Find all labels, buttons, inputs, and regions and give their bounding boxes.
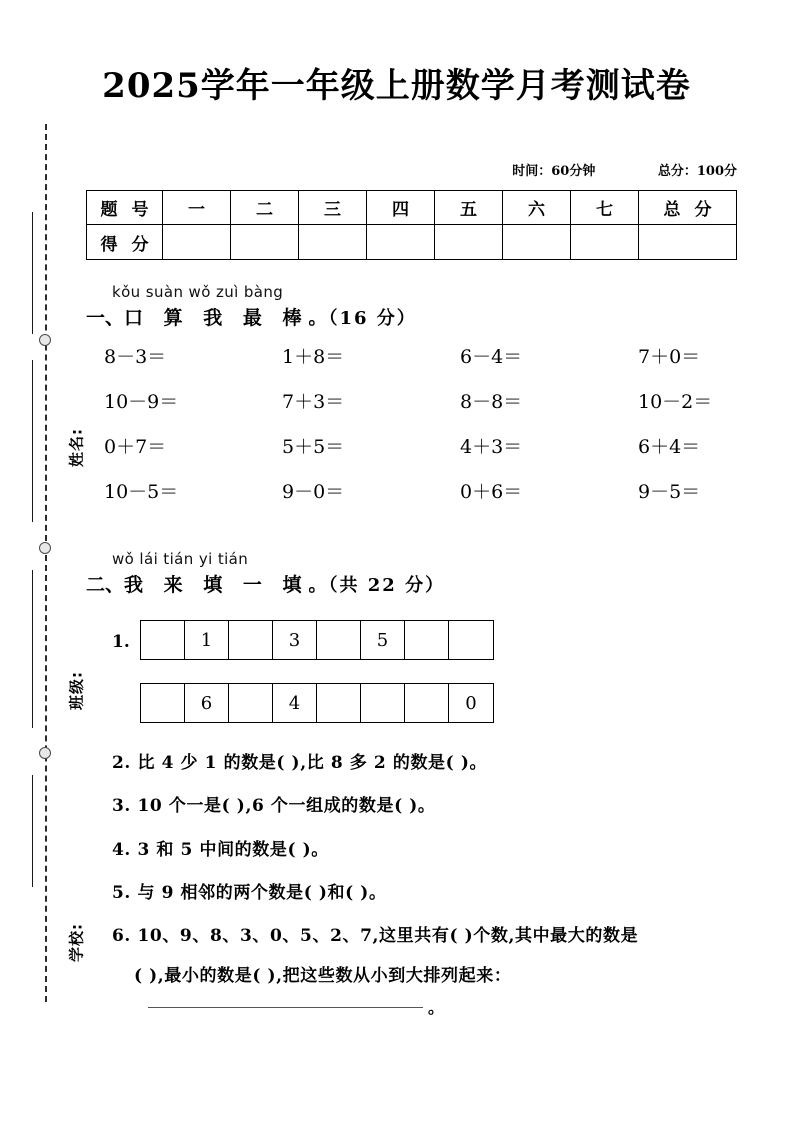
strip-top-cell-8[interactable]: [449, 621, 493, 659]
question-6-answer-line[interactable]: [148, 1007, 423, 1008]
margin-label-class: 班级:: [67, 671, 86, 710]
question-6-period: 。: [428, 998, 445, 1017]
score-cell-5[interactable]: [435, 225, 503, 260]
score-cell-7[interactable]: [571, 225, 639, 260]
score-cell-total[interactable]: [639, 225, 737, 260]
calc-problem-12[interactable]: 6＋4＝: [638, 436, 701, 458]
number-strip-top: [140, 620, 494, 660]
score-table-col-3: 三: [299, 191, 367, 225]
binding-dashed-line: [45, 124, 47, 1002]
number-strip-bottom: [140, 683, 494, 723]
page-title: 2025学年一年级上册数学月考测试卷: [102, 66, 691, 106]
score-table-col-6: 六: [503, 191, 571, 225]
strip-bottom-cell-5[interactable]: [317, 684, 361, 722]
score-cell-6[interactable]: [503, 225, 571, 260]
strip-top-cell-3[interactable]: [229, 621, 273, 659]
score-table-col-1: 一: [163, 191, 231, 225]
margin-rule-middle: [32, 360, 33, 522]
arithmetic-problem-grid: [104, 342, 744, 522]
calc-problem-9[interactable]: 0＋7＝: [104, 436, 167, 458]
question-1-strips: [112, 620, 532, 730]
calc-problem-11[interactable]: 4＋3＝: [460, 436, 523, 458]
calc-problem-10[interactable]: 5＋5＝: [282, 436, 345, 458]
strip-bottom-cell-7[interactable]: [405, 684, 449, 722]
section-2-points: 。（共 22 分）: [308, 575, 446, 596]
binding-hole-3: [39, 747, 51, 759]
exam-total-score: 总分：100分: [657, 164, 737, 179]
section-1-index: 一、: [86, 307, 125, 329]
calc-row-4: [104, 477, 744, 522]
score-cell-1[interactable]: [163, 225, 231, 260]
score-table-col-4: 四: [367, 191, 435, 225]
question-4[interactable]: 4. 3 和 5 中间的数是( )。: [112, 840, 329, 860]
calc-problem-7[interactable]: 8－8＝: [460, 391, 523, 413]
margin-rule-top: [32, 212, 33, 334]
binding-hole-1: [39, 334, 51, 346]
section-2-title: [86, 570, 746, 597]
strip-bottom-cell-1[interactable]: [141, 684, 185, 722]
calc-problem-13[interactable]: 10－5＝: [104, 481, 179, 503]
question-6-line-2[interactable]: ( ),最小的数是( ),把这些数从小到大排列起来：: [134, 966, 512, 986]
calc-problem-6[interactable]: 7＋3＝: [282, 391, 345, 413]
section-1-title: [86, 303, 746, 330]
exam-meta: [86, 160, 737, 179]
margin-rule-lower: [32, 570, 33, 728]
section-1-name: 口 算 我 最 棒: [124, 307, 309, 329]
strip-top-cell-5[interactable]: [317, 621, 361, 659]
calc-problem-4[interactable]: 7＋0＝: [638, 346, 701, 368]
score-cell-3[interactable]: [299, 225, 367, 260]
calc-problem-16[interactable]: 9－5＝: [638, 481, 701, 503]
strip-top-cell-4[interactable]: 3: [273, 621, 317, 659]
section-2-pinyin: wǒ lái tián yi tián: [112, 550, 249, 568]
score-table-col-7: 七: [571, 191, 639, 225]
strip-bottom-cell-4[interactable]: 4: [273, 684, 317, 722]
calc-row-3: [104, 432, 744, 477]
score-table-score-label: 得 分: [87, 225, 163, 260]
table-row-header: [87, 191, 737, 225]
question-6-line-1[interactable]: 6. 10、9、8、3、0、5、2、7,这里共有( )个数,其中最大的数是: [112, 926, 639, 946]
strip-top-cell-6[interactable]: 5: [361, 621, 405, 659]
score-table-col-5: 五: [435, 191, 503, 225]
strip-bottom-cell-6[interactable]: [361, 684, 405, 722]
section-2-index: 二、: [86, 574, 125, 596]
calc-row-2: [104, 387, 744, 432]
calc-problem-3[interactable]: 6－4＝: [460, 346, 523, 368]
calc-problem-1[interactable]: 8－3＝: [104, 346, 167, 368]
margin-rule-bottom: [32, 775, 33, 887]
calc-problem-5[interactable]: 10－9＝: [104, 391, 179, 413]
score-table-head-label: 题 号: [87, 191, 163, 225]
section-2-heading: [86, 550, 746, 597]
score-table: [86, 190, 737, 260]
score-table-col-total: 总 分: [639, 191, 737, 225]
binding-hole-2: [39, 542, 51, 554]
section-1-heading: [86, 283, 746, 330]
score-table-col-2: 二: [231, 191, 299, 225]
strip-top-cell-2[interactable]: 1: [185, 621, 229, 659]
table-row-scores: [87, 225, 737, 260]
strip-top-cell-7[interactable]: [405, 621, 449, 659]
question-1-number: 1.: [112, 632, 130, 652]
margin-label-name: 姓名:: [67, 428, 86, 467]
strip-bottom-cell-8[interactable]: 0: [465, 692, 477, 714]
section-1-pinyin: kǒu suàn wǒ zuì bàng: [112, 283, 284, 301]
exam-duration: 时间：60分钟: [512, 164, 596, 179]
section-2-name: 我 来 填 一 填: [124, 574, 309, 596]
calc-problem-8[interactable]: 10－2＝: [638, 391, 713, 413]
calc-problem-14[interactable]: 9－0＝: [282, 481, 345, 503]
score-cell-2[interactable]: [231, 225, 299, 260]
strip-bottom-cell-2[interactable]: 6: [185, 684, 229, 722]
calc-problem-2[interactable]: 1＋8＝: [282, 346, 345, 368]
section-1-points: 。（16 分）: [308, 308, 417, 329]
question-3[interactable]: 3. 10 个一是( ),6 个一组成的数是( )。: [112, 796, 436, 816]
question-2[interactable]: 2. 比 4 少 1 的数是( ),比 8 多 2 的数是( )。: [112, 753, 488, 773]
calc-row-1: [104, 342, 744, 387]
question-5[interactable]: 5. 与 9 相邻的两个数是( )和( )。: [112, 883, 387, 903]
margin-label-school: 学校:: [67, 923, 86, 962]
strip-bottom-cell-3[interactable]: [229, 684, 273, 722]
strip-top-cell-1[interactable]: [141, 621, 185, 659]
score-cell-4[interactable]: [367, 225, 435, 260]
calc-problem-15[interactable]: 0＋6＝: [460, 481, 523, 503]
